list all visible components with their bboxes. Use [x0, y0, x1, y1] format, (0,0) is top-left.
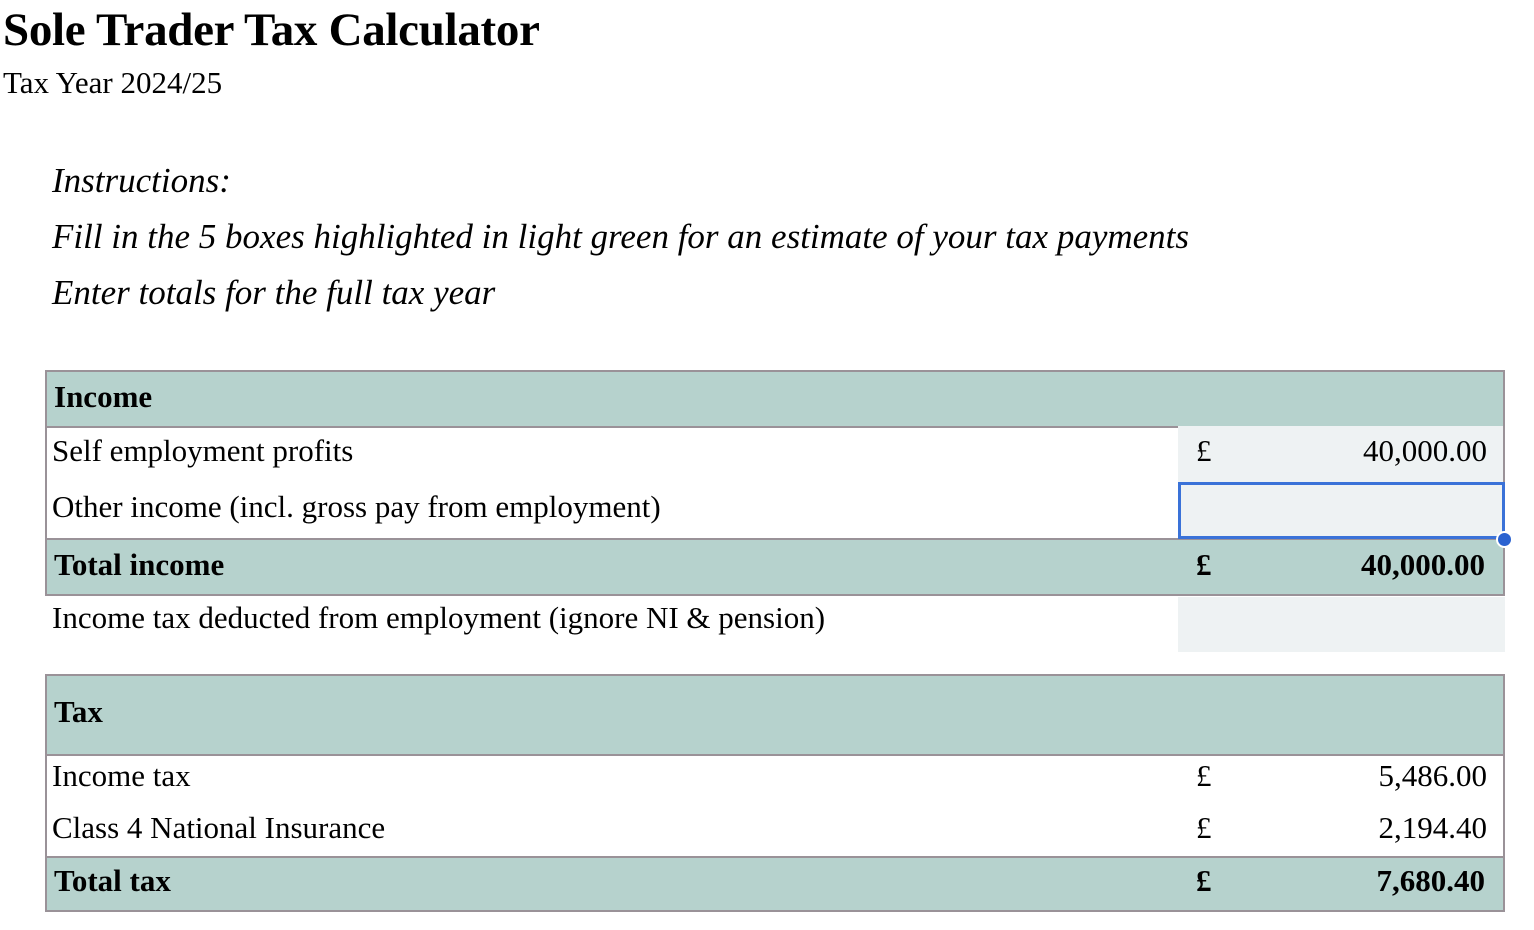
- total-tax-label: Total tax: [54, 863, 171, 898]
- currency-symbol: £: [1196, 547, 1212, 582]
- income-heading: Income: [54, 379, 153, 414]
- fill-handle[interactable]: [1496, 531, 1513, 548]
- total-tax-value: 7,680.40: [1376, 863, 1485, 898]
- page-title: Sole Trader Tax Calculator: [3, 4, 540, 56]
- tax-deducted-input[interactable]: [1178, 597, 1505, 652]
- currency-symbol: £: [1196, 863, 1212, 898]
- instructions-line-1: Fill in the 5 boxes highlighted in light green for an estimate of your tax payments: [52, 217, 1190, 256]
- currency-symbol: £: [1196, 433, 1212, 468]
- self-employment-profits-value: 40,000.00: [1363, 433, 1487, 468]
- tax-year-subtitle: Tax Year 2024/25: [3, 65, 223, 100]
- income-tax-label: Income tax: [52, 758, 191, 793]
- cell-selection-outline: [1178, 482, 1505, 539]
- tax-header-row: [45, 674, 1505, 756]
- total-income-row: [45, 538, 1505, 596]
- currency-symbol: £: [1196, 810, 1212, 845]
- class4-ni-label: Class 4 National Insurance: [52, 810, 386, 845]
- total-income-label: Total income: [54, 547, 225, 582]
- tax-body: [45, 754, 1505, 858]
- currency-symbol: £: [1196, 758, 1212, 793]
- instructions-heading: Instructions:: [52, 161, 231, 200]
- income-header-row: [45, 370, 1505, 428]
- instructions-line-2: Enter totals for the full tax year: [52, 273, 496, 312]
- class4-ni-value: 2,194.40: [1378, 810, 1487, 845]
- tax-heading: Tax: [54, 694, 103, 729]
- self-employment-profits-label: Self employment profits: [52, 433, 354, 468]
- total-income-value: 40,000.00: [1361, 547, 1485, 582]
- tax-table: [45, 674, 1505, 912]
- tax-deducted-label: Income tax deducted from employment (ignore NI & pension): [52, 600, 826, 635]
- total-tax-row: [45, 856, 1505, 912]
- other-income-label: Other income (incl. gross pay from employment): [52, 489, 661, 524]
- income-tax-value: 5,486.00: [1378, 758, 1487, 793]
